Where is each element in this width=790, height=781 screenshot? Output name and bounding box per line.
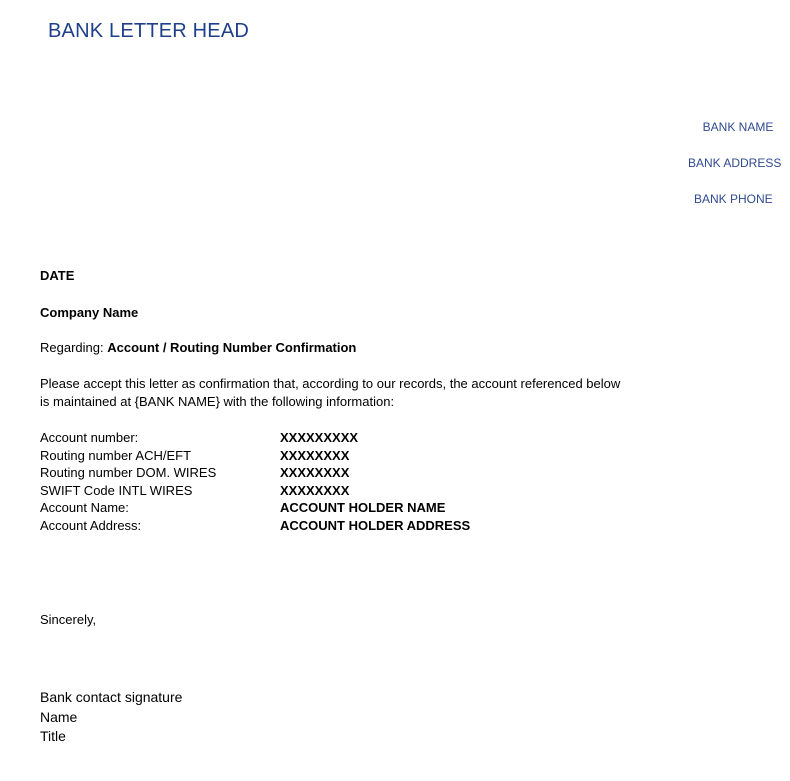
detail-label: Routing number DOM. WIRES <box>40 465 217 481</box>
detail-value: XXXXXXXX <box>280 465 350 481</box>
detail-row-swift <box>40 482 470 500</box>
detail-label: SWIFT Code INTL WIRES <box>40 482 193 498</box>
regarding-label: Regarding: <box>40 340 108 355</box>
detail-row-account-name <box>40 499 470 517</box>
detail-row-account-address <box>40 517 470 535</box>
detail-row-routing-ach <box>40 447 470 465</box>
company-name: Company Name <box>40 305 139 320</box>
paragraph-line-2: is maintained at {BANK NAME} with the following information: <box>40 393 395 409</box>
bank-address: BANK ADDRESS <box>688 156 782 170</box>
detail-label: Account Address: <box>40 517 142 533</box>
signature-line: Bank contact signature <box>40 689 183 705</box>
paragraph-line-1: Please accept this letter as confirmation that, according to our records, the account referenced below <box>40 376 621 391</box>
detail-label: Account Name: <box>40 500 129 516</box>
closing: Sincerely, <box>40 612 97 627</box>
detail-value: ACCOUNT HOLDER ADDRESS <box>280 517 471 533</box>
letterhead-title: BANK LETTER HEAD <box>48 20 250 42</box>
detail-row-routing-wires <box>40 464 470 482</box>
letter-date: DATE <box>40 268 75 283</box>
detail-label: Account number: <box>40 430 139 445</box>
detail-value: ACCOUNT HOLDER NAME <box>280 500 446 516</box>
detail-value: XXXXXXXX <box>280 482 350 498</box>
regarding-line <box>40 339 356 357</box>
detail-value: XXXXXXXX <box>280 447 350 463</box>
signature-block <box>40 688 182 747</box>
confirmation-paragraph <box>40 375 660 410</box>
account-details <box>40 429 470 535</box>
detail-value: XXXXXXXXX <box>280 430 359 445</box>
signer-title: Title <box>40 728 66 744</box>
detail-row-account-number <box>40 429 470 447</box>
signer-name: Name <box>40 708 78 725</box>
detail-label: Routing number ACH/EFT <box>40 447 192 463</box>
regarding-subject: Account / Routing Number Confirmation <box>107 340 357 355</box>
bank-phone: BANK PHONE <box>694 192 773 206</box>
bank-name: BANK NAME <box>702 120 774 134</box>
